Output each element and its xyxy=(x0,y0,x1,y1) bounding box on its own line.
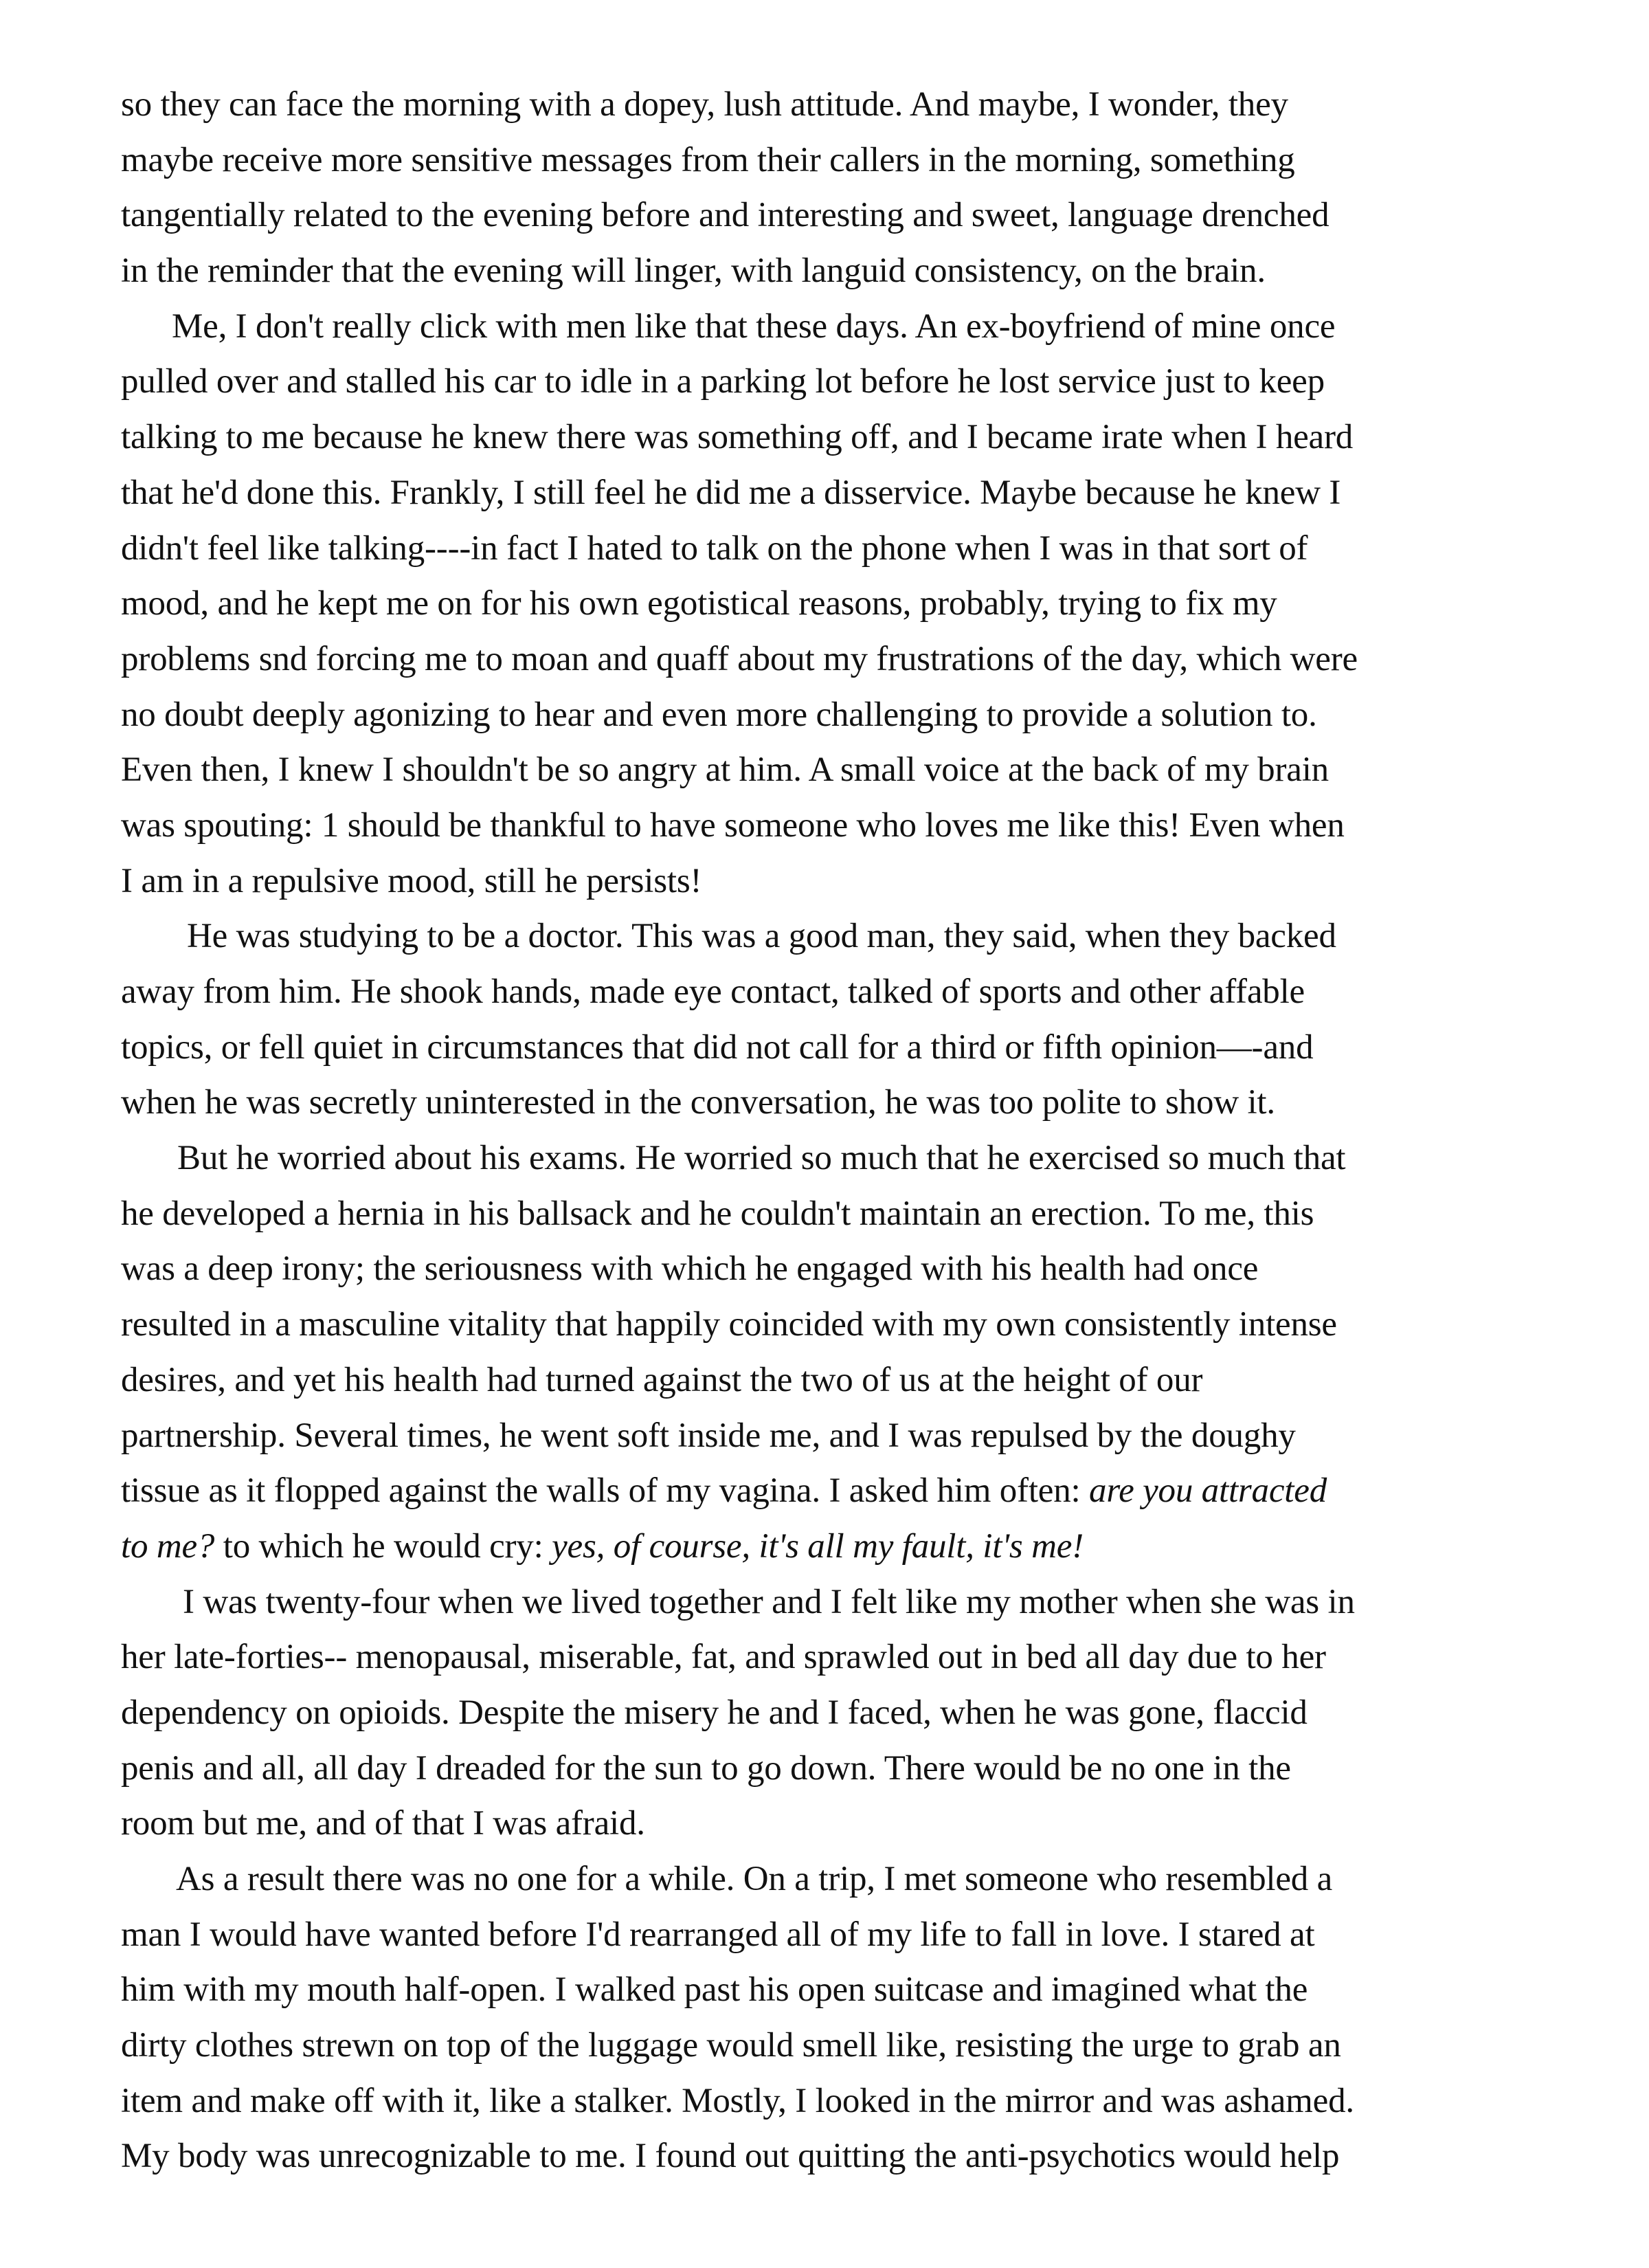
paragraph-2 xyxy=(121,299,1547,909)
text-line: was spouting: 1 should be thankful to have someone who loves me like this! Even when xyxy=(121,805,1345,845)
text-line: room but me, and of that I was afraid. xyxy=(121,1804,645,1843)
text-line: didn't feel like talking----in fact I hated to talk on the phone when I was in that sort of xyxy=(121,529,1308,568)
text-line: no doubt deeply agonizing to hear and even more challenging to provide a solution to. xyxy=(121,695,1317,734)
text-line xyxy=(121,1463,1547,1519)
text-line: in the reminder that the evening will linger, with languid consistency, on the brain. xyxy=(121,252,1266,291)
text-line: dependency on opioids. Despite the misery he and I faced, when he was gone, flaccid xyxy=(121,1693,1308,1732)
italic-reply: yes, of course, it's all my fault, it's me! xyxy=(552,1526,1084,1566)
text-line: resulted in a masculine vitality that happily coincided with my own consistently intense xyxy=(121,1305,1337,1344)
italic-question: are you attracted xyxy=(1089,1471,1327,1511)
paragraph-1 xyxy=(121,77,1547,299)
text-line: partnership. Several times, he went soft inside me, and I was repulsed by the doughy xyxy=(121,1416,1296,1455)
text-line: maybe receive more sensitive messages from their callers in the morning, something xyxy=(121,140,1295,179)
text-line xyxy=(121,1519,1547,1575)
paragraph-4 xyxy=(121,1131,1547,1575)
text-line: topics, or fell quiet in circumstances that did not call for a third or fifth opinion—-and xyxy=(121,1027,1314,1067)
text-line: man I would have wanted before I'd rearranged all of my life to fall in love. I stared at xyxy=(121,1915,1315,1954)
text-line: desires, and yet his health had turned against the two of us at the height of our xyxy=(121,1360,1203,1399)
text-line: him with my mouth half-open. I walked past his open suitcase and imagined what the xyxy=(121,1970,1308,2010)
text-line: he developed a hernia in his ballsack and he couldn't maintain an erection. To me, this xyxy=(121,1194,1314,1233)
text-line: away from him. He shook hands, made eye contact, talked of sports and other affable xyxy=(121,972,1305,1011)
text-line: dirty clothes strewn on top of the luggage would smell like, resisting the urge to grab an xyxy=(121,2026,1341,2065)
paragraph-3 xyxy=(121,909,1547,1131)
text-line: penis and all, all day I dreaded for the sun to go down. There would be no one in the xyxy=(121,1748,1291,1788)
text-line: that he'd done this. Frankly, I still feel he did me a disservice. Maybe because he knew I xyxy=(121,473,1341,512)
text-line: pulled over and stalled his car to idle in a parking lot before he lost service just to keep xyxy=(121,362,1325,401)
text-line: her late-forties-- menopausal, miserable, fat, and sprawled out in bed all day due to her xyxy=(121,1638,1326,1677)
text-line: so they can face the morning with a dopey, lush attitude. And maybe, I wonder, they xyxy=(121,85,1288,124)
body-text xyxy=(121,77,1547,2184)
italic-question-end: to me? xyxy=(121,1526,215,1566)
text-line: when he was secretly uninterested in the conversation, he was too polite to show it. xyxy=(121,1083,1275,1122)
text-line: mood, and he kept me on for his own egotistical reasons, probably, trying to fix my xyxy=(121,584,1277,623)
paragraph-6 xyxy=(121,1852,1547,2184)
text-line: was a deep irony; the seriousness with which he engaged with his health had once xyxy=(121,1249,1259,1289)
text-line: I was twenty-four when we lived together and I felt like my mother when she was in xyxy=(183,1582,1355,1621)
paragraph-5 xyxy=(121,1575,1547,1852)
text-run: tissue as it flopped against the walls of my vagina. I asked him often: xyxy=(121,1471,1090,1511)
text-line: I am in a repulsive mood, still he persists! xyxy=(121,861,702,900)
text-line: He was studying to be a doctor. This was a good man, they said, when they backed xyxy=(187,917,1336,956)
text-line: item and make off with it, like a stalker. Mostly, I looked in the mirror and was ashamed. xyxy=(121,2081,1354,2120)
text-line: problems snd forcing me to moan and quaff about my frustrations of the day, which were xyxy=(121,639,1358,678)
text-line: My body was unrecognizable to me. I found out quitting the anti-psychotics would help xyxy=(121,2137,1340,2176)
text-line: As a result there was no one for a while. On a trip, I met someone who resembled a xyxy=(176,1860,1333,1898)
text-run: to which he would cry: xyxy=(214,1526,552,1566)
text-line: Even then, I knew I shouldn't be so angry at him. A small voice at the back of my brain xyxy=(121,751,1329,790)
text-line: talking to me because he knew there was something off, and I became irate when I heard xyxy=(121,418,1354,457)
text-line: But he worried about his exams. He worried so much that he exercised so much that xyxy=(177,1139,1346,1178)
text-line: tangentially related to the evening before and interesting and sweet, language drenched xyxy=(121,196,1330,235)
text-line: Me, I don't really click with men like that these days. An ex-boyfriend of mine once xyxy=(172,307,1336,346)
